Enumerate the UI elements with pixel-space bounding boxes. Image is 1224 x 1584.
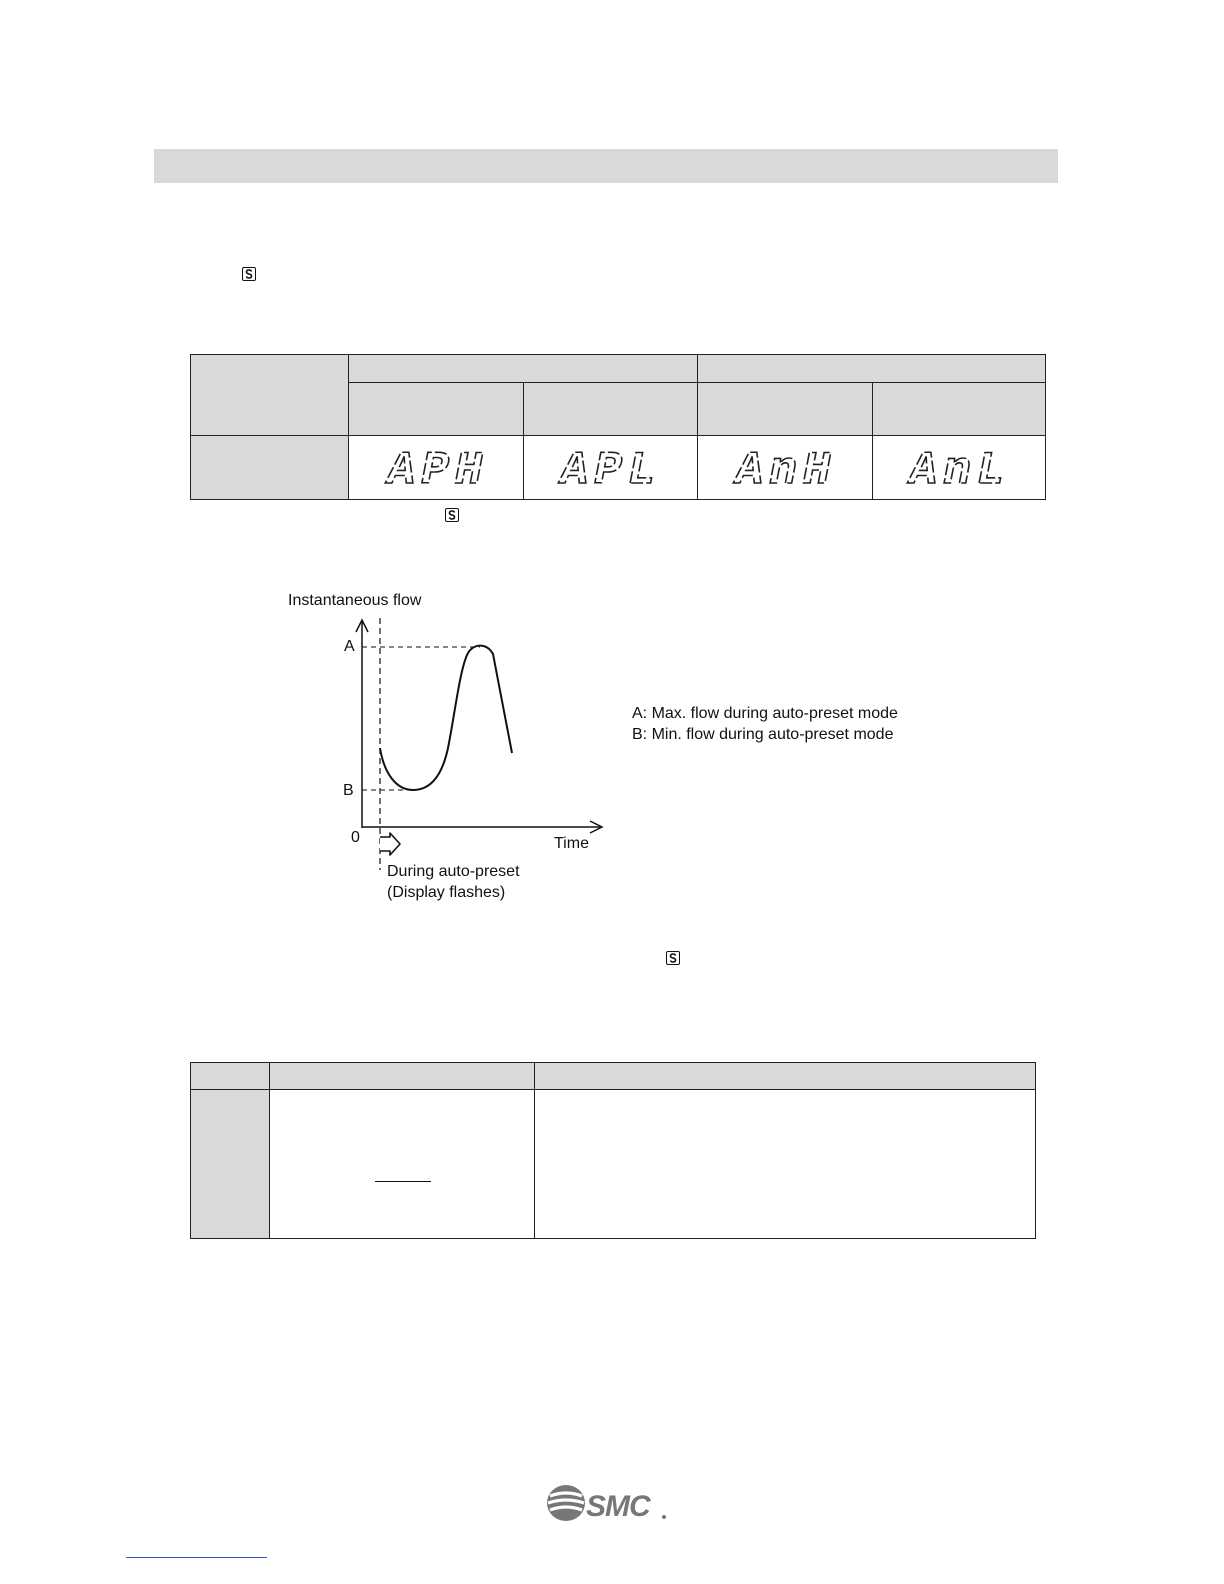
- segment-text: AnH: [735, 445, 837, 497]
- annotation-line2: (Display flashes): [387, 884, 506, 901]
- table-header-cell: [872, 382, 1046, 436]
- setting-table: [190, 1062, 1036, 1239]
- table-row-label-cell: [190, 435, 349, 500]
- table-header-cell: [348, 382, 524, 436]
- svg-text:SMC: SMC: [586, 1490, 650, 1523]
- flow-curve: [380, 646, 512, 790]
- origin-label: 0: [351, 829, 360, 846]
- marker-a-label: A: [344, 638, 355, 655]
- seven-segment-display: [909, 445, 1011, 497]
- annotation-line1: During auto-preset: [387, 863, 520, 880]
- marker-b-label: B: [343, 782, 354, 799]
- graph-drawing: [280, 588, 980, 918]
- table-header-cell: [697, 354, 1046, 383]
- section-header-bar: [154, 149, 1058, 183]
- s-button-icon: [445, 508, 459, 522]
- table-header-cell: [534, 1062, 1036, 1090]
- start-arrow-icon: [380, 833, 400, 855]
- table-header-cell: [190, 354, 349, 436]
- table-cell: [348, 435, 524, 500]
- table-row-label-cell: [190, 1089, 270, 1239]
- s-button-icon: [242, 267, 256, 281]
- segment-text: APL: [560, 445, 662, 497]
- table-header-cell: [697, 382, 873, 436]
- smc-logo: [546, 1482, 668, 1524]
- display-table: [190, 354, 1046, 500]
- table-cell: [872, 435, 1046, 500]
- underline-mark: [375, 1181, 431, 1182]
- legend-b: B: Min. flow during auto-preset mode: [632, 726, 894, 743]
- footer-link-underline[interactable]: [126, 1557, 267, 1558]
- x-axis-label: Time: [554, 835, 589, 852]
- table-cell: [269, 1089, 535, 1239]
- table-header-cell: [348, 354, 698, 383]
- seven-segment-display: [560, 445, 662, 497]
- table-header-cell: [190, 1062, 270, 1090]
- seven-segment-display: [387, 445, 489, 497]
- seven-segment-display: [735, 445, 837, 497]
- table-cell: [697, 435, 873, 500]
- table-header-cell: [523, 382, 698, 436]
- table-header-cell: [269, 1062, 535, 1090]
- auto-preset-flow-graph: [280, 588, 980, 918]
- table-cell: [534, 1089, 1036, 1239]
- y-axis-label: Instantaneous flow: [288, 592, 422, 609]
- table-cell: [523, 435, 698, 500]
- segment-text: APH: [387, 445, 489, 497]
- segment-text: AnL: [909, 445, 1011, 497]
- s-button-icon: [666, 951, 680, 965]
- legend-a: A: Max. flow during auto-preset mode: [632, 705, 898, 722]
